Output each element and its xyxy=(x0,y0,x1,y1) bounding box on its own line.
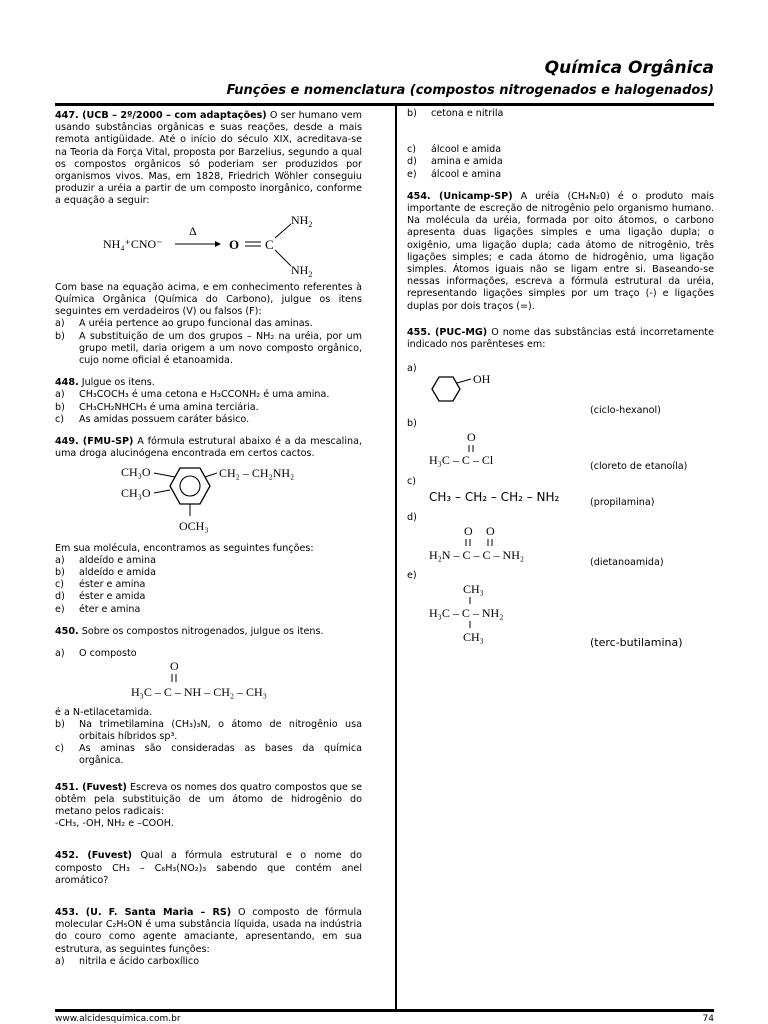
svg-text:(ciclo-hexanol): (ciclo-hexanol) xyxy=(590,405,661,417)
svg-text:H₃C – C – NH₂: H₃C – C – NH₂ xyxy=(429,606,504,621)
top-rule xyxy=(55,103,714,106)
footer-site: www.alcidesquimica.com.br xyxy=(55,1014,181,1024)
svg-text:CH₂ – CH₂NH₂: CH₂ – CH₂NH₂ xyxy=(219,466,295,481)
q453-item-b: b) cetona e nitrila xyxy=(407,108,504,119)
svg-text:a): a) xyxy=(407,363,417,375)
svg-text:c): c) xyxy=(407,476,417,488)
svg-text:O: O xyxy=(170,660,179,674)
q450-item-a: a) O composto xyxy=(55,648,137,660)
q449-item-e: e) éter e amina xyxy=(55,603,141,615)
question-448: 448. Julgue os itens. xyxy=(55,377,155,389)
q447-item-a: a) A uréia pertence ao grupo funcional das aminas. xyxy=(55,318,313,330)
urea-equation xyxy=(55,208,362,278)
page-number: 74 xyxy=(702,1014,714,1024)
svg-text:C: C xyxy=(265,236,274,252)
right-column xyxy=(407,108,714,663)
svg-text:(terc-butilamina): (terc-butilamina) xyxy=(590,636,683,650)
q451-radicals: -CH₃, -OH, NH₂ e –COOH. xyxy=(55,818,174,830)
q449-item-d: d) éster e amida xyxy=(55,591,146,603)
left-column xyxy=(55,110,362,968)
svg-text:CH₃: CH₃ xyxy=(463,582,484,597)
svg-text:Δ: Δ xyxy=(189,223,197,238)
bottom-rule xyxy=(55,1009,714,1012)
svg-text:NH2: $NH_2$ xyxy=(291,262,313,278)
svg-text:O: O xyxy=(467,430,476,445)
q453-item-e: e) álcool e amina xyxy=(407,168,502,180)
column-divider xyxy=(395,106,397,1009)
q453-item-d: d) amina e amida xyxy=(407,156,503,168)
page-subtitle: Funções e nomenclatura (compostos nitrogenados e halogenados) xyxy=(226,83,714,98)
question-451: 451. (Fuvest) Escreva os nomes dos quatro compostos que se obtêm pela substituição de um átomo de hidrogênio do metano pelos radicais: xyxy=(55,781,362,817)
svg-text:H₂N – C – C – NH₂: H₂N – C – C – NH₂ xyxy=(429,548,525,563)
q453-item-c: c) álcool e amida xyxy=(407,144,502,156)
cyclohexane-ring xyxy=(432,377,460,401)
question-450: 450. Sobre os compostos nitrogenados, julgue os itens. xyxy=(55,625,324,637)
svg-text:O: O xyxy=(464,524,473,539)
question-447-instructions: Com base na equação acima, e em conhecimento referentes à Química Orgânica (Química do Carbono), julgue os itens seguintes em verdadeiros (V) ou falsos (F): xyxy=(55,281,362,318)
q447-item-b: b) A substituição de um dos grupos – NH₂ na uréia, por um grupo metil, daria origem a um novo composto orgânico, cujo nome oficial é etanoamida. xyxy=(55,330,362,367)
svg-text:NH₄⁺CNO⁻: NH₄⁺CNO⁻ xyxy=(103,236,163,251)
q448-item-b: b) CH₃CH₂NHCH₃ é uma amina terciária. xyxy=(55,401,259,413)
n-ethylacetamide-structure xyxy=(55,660,362,702)
q449-item-b: b) aldeído e amida xyxy=(55,567,157,579)
q448-item-c: c) As amidas possuem caráter básico. xyxy=(55,413,250,425)
q450-item-c: c) As aminas são consideradas as bases da química orgânica. xyxy=(55,743,362,767)
q448-item-a: a) CH₃COCH₃ é uma cetona e H₃CCONH₂ é uma amina. xyxy=(55,389,330,401)
svg-text:(cloreto de etanoíla): (cloreto de etanoíla) xyxy=(590,461,688,473)
svg-text:CH₃ – CH₂ – CH₂ – NH₂: CH₃ – CH₂ – CH₂ – NH₂ xyxy=(429,490,560,505)
question-453: 453. (U. F. Santa Maria – RS) O composto de fórmula molecular C₂H₅ON é uma substância líquida, usada na indústria do couro como agente amaciante, apresentando, em sua estrutura, as seguintes funções: xyxy=(55,906,362,955)
q449-item-a: a) aldeído e amina xyxy=(55,554,157,566)
svg-text:e): e) xyxy=(407,570,417,582)
question-454: 454. (Unicamp-SP) A uréia (CH₄N₂0) é o produto mais importante de escreção de nitrogênio pelo organismo humano. Na molécula da uréia, formada por oito átomos, o carbono apresenta duas ligações simples e uma ligação dupla; o oxigênio, uma ligação dupla; cada átomo de nitrogênio, três ligações simples; e cada átomo de hidrogênio, uma ligação simples. Átomos iguais não se ligam entre si. Baseando-se nessas informações, escreva a fórmula estrutural da uréia, representando ligações simples por um traço (-) e ligações duplas por dois traços (=). xyxy=(407,190,714,312)
question-452: 452. (Fuvest) Qual a fórmula estrutural e o nome do composto CH₃ – C₆H₃(NO₂)₃ sabendo que contém anel aromático? xyxy=(55,850,362,886)
svg-text:CH₃O: CH₃O xyxy=(121,486,151,501)
svg-text:O: O xyxy=(486,524,495,539)
question-447: 447. (UCB – 2º/2000 – com adaptações) O ser humano vem usando substâncias orgânicas e suas reações, desde a mais remota antigüidade. Até o início do século XIX, acreditava-se na Teoria da Força Vital, proposta por Barzelius, segundo a qual os compostos orgânicos só poderiam ser produzidos por organismos vivos. Mas, em 1828, Friedrich Wöhler conseguiu produzir a uréia a partir de um composto inorgânico, conforme a equação a seguir: xyxy=(55,110,362,207)
svg-text:d): d) xyxy=(407,512,417,524)
svg-text:H₃C – C – Cl: H₃C – C – Cl xyxy=(429,453,494,468)
svg-text:b): b) xyxy=(407,418,417,430)
svg-text:H₃C – C – NH – CH₂ – CH₃: H₃C – C – NH – CH₂ – CH₃ xyxy=(131,685,267,700)
mescaline-structure xyxy=(55,460,362,538)
question-449: 449. (FMU-SP) A fórmula estrutural abaixo é a da mescalina, uma droga alucinógena encontrada em certos cactos. xyxy=(55,436,362,460)
svg-text:(propilamina): (propilamina) xyxy=(590,497,655,509)
svg-text:NH2: $NH_2$ xyxy=(291,212,313,229)
q450-item-b: b) Na trimetilamina (CH₃)₃N, o átomo de nitrogênio usa orbitais híbridos sp³. xyxy=(55,718,362,742)
svg-text:CH₃O: CH₃O xyxy=(121,465,151,480)
q453-item-a: a) nitrila e ácido carboxílico xyxy=(55,955,200,967)
q455-options xyxy=(407,359,714,659)
q449-item-c: c) éster e amina xyxy=(55,579,146,591)
svg-text:O: O xyxy=(229,236,240,252)
svg-text:OH: OH xyxy=(473,372,491,387)
question-449-prompt: Em sua molécula, encontramos as seguintes funções: xyxy=(55,542,314,554)
page-title: Química Orgânica xyxy=(544,58,714,78)
svg-text:OCH₃: OCH₃ xyxy=(179,519,209,534)
q450-item-a-conclusion: é a N-etilacetamida. xyxy=(55,706,153,718)
svg-text:(dietanoamida): (dietanoamida) xyxy=(590,557,664,569)
svg-text:CH₃: CH₃ xyxy=(463,630,484,645)
question-455: 455. (PUC-MG) O nome das substâncias está incorretamente indicado nos parênteses em: xyxy=(407,326,714,351)
